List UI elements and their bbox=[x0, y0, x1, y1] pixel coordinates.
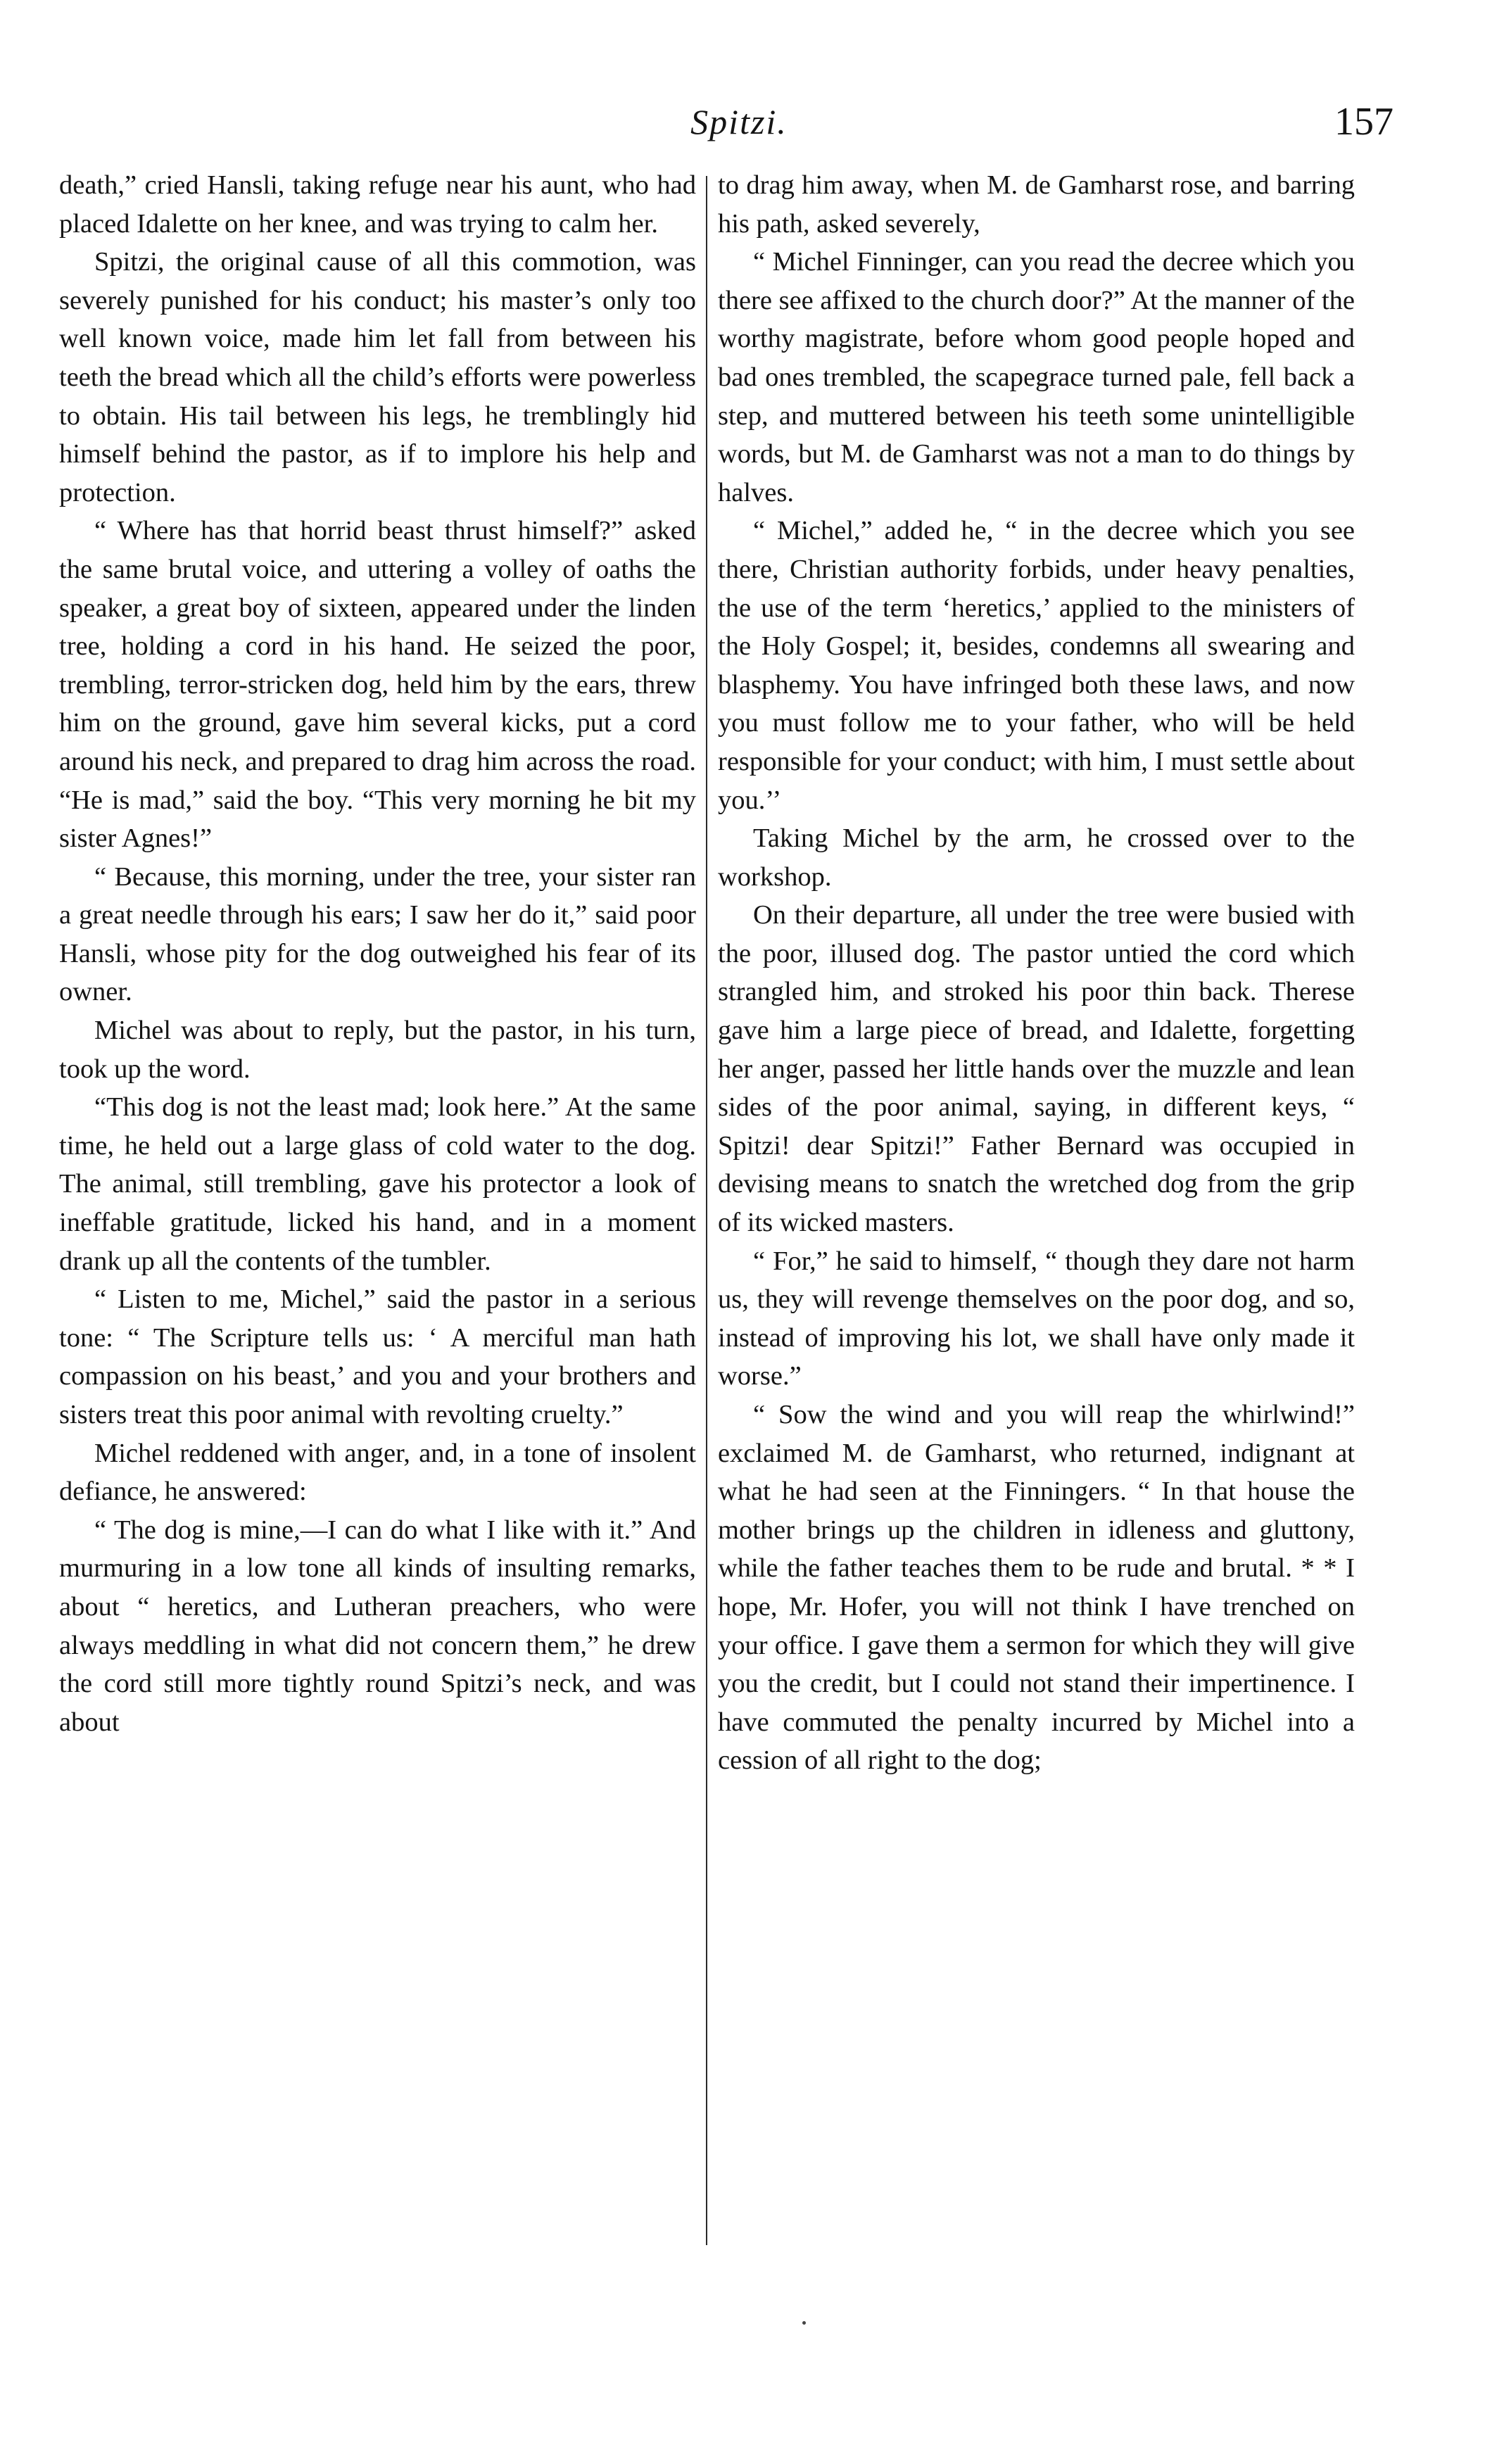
paragraph: to drag him away, when M. de Gamharst rose, and barring his path, asked severely, bbox=[718, 170, 1355, 239]
right-column bbox=[718, 166, 1355, 1780]
paragraph: “ Listen to me, Michel,” said the pastor in a serious tone: “ The Scripture tells us: ‘ A merciful man hath compassion on his beast,’ and you and your brothers and sisters treat this poor animal with revolting cruelty.” bbox=[59, 1284, 696, 1429]
paragraph: “ Because, this morning, under the tree, your sister ran a great needle through his ears; I saw her do it,” said poor Hansli, whose pity for the dog outweighed his fear of its owner. bbox=[59, 861, 696, 1007]
paragraph: Taking Michel by the arm, he crossed over to the workshop. bbox=[718, 823, 1355, 892]
column-divider bbox=[706, 176, 707, 2245]
paragraph: “ Michel Finninger, can you read the decree which you there see affixed to the church door?” At the manner of the worthy magistrate, before whom good people hoped and bad ones trembled, the scapegrace turned pale, fell back a step, and muttered between his teeth some unintelligible words, but M. de Gamharst was not a man to do things by halves. bbox=[718, 247, 1355, 507]
paragraph: Michel reddened with anger, and, in a tone of insolent defiance, he answered: bbox=[59, 1438, 696, 1507]
paragraph: death,” cried Hansli, taking refuge near his aunt, who had placed Idalette on her knee, and was trying to calm her. bbox=[59, 170, 696, 239]
paragraph: On their departure, all under the tree were busied with the poor, illused dog. The pastor untied the cord which strangled him, and stroked his poor thin back. Therese gave him a large piece of bread, and Idalette, forgetting her anger, passed her little hands over the muzzle and lean sides of the poor animal, saying, in different keys, “ Spitzi! dear Spitzi!” Father Bernard was occupied in devising means to snatch the wretched dog from the grip of its wicked masters. bbox=[718, 900, 1355, 1238]
page-number: 157 bbox=[1334, 100, 1394, 144]
page-header bbox=[70, 90, 1408, 153]
ink-speck bbox=[802, 2321, 806, 2325]
running-title: Spitzi. bbox=[690, 102, 788, 141]
paragraph: “This dog is not the least mad; look here.” At the same time, he held out a large glass of cold water to the dog. The animal, still trembling, gave his protector a look of ineffable gratitude, licked his hand, and in a moment drank up all the contents of the tumbler. bbox=[59, 1092, 696, 1276]
paragraph: “ The dog is mine,—I can do what I like with it.” And murmuring in a low tone all kinds of insulting remarks, about “ heretics, and Lutheran preachers, who were always meddling in what did not concern them,” he drew the cord still more tightly round Spitzi’s neck, and was about bbox=[59, 1515, 696, 1737]
paragraph: “ For,” he said to himself, “ though they dare not harm us, they will revenge themselves on the poor dog, and so, instead of improving his lot, we shall have only made it worse.” bbox=[718, 1246, 1355, 1391]
paragraph: “ Where has that horrid beast thrust himself?” asked the same brutal voice, and uttering a volley of oaths the speaker, a great boy of sixteen, appeared under the linden tree, holding a cord in his hand. He seized the poor, trembling, terror-stricken dog, held him by the ears, threw him on the ground, gave him several kicks, put a cord around his neck, and prepared to drag him across the road. “He is mad,” said the boy. “This very morning he bit my sister Agnes!” bbox=[59, 516, 696, 854]
paragraph: “ Sow the wind and you will reap the whirlwind!” exclaimed M. de Gamharst, who returned, indignant at what he had seen at the Finningers. “ In that house the mother brings up the children in idleness and gluttony, while the father teaches them to be rude and brutal. * * I hope, Mr. Hofer, you will not think I have trenched on your office. I gave them a sermon for which they will give you the credit, but I could not stand their impertinence. I have commuted the penalty incurred by Michel into a cession of all right to the dog; bbox=[718, 1400, 1355, 1776]
left-column bbox=[59, 166, 696, 1741]
paragraph: “ Michel,” added he, “ in the decree which you see there, Christian authority forbids, under heavy penalties, the use of the term ‘heretics,’ applied to the ministers of the Holy Gospel; it, besides, condemns all swearing and blasphemy. You have infringed both these laws, and now you must follow me to your father, who will be held responsible for your conduct; with him, I must settle about you.’’ bbox=[718, 516, 1355, 815]
paragraph: Michel was about to reply, but the pastor, in his turn, took up the word. bbox=[59, 1016, 696, 1084]
paragraph: Spitzi, the original cause of all this commotion, was severely punished for his conduct; his master’s only too well known voice, made him let fall from between his teeth the bread which all the child’s efforts were powerless to obtain. His tail between his legs, he tremblingly hid himself behind the pastor, as if to implore his help and protection. bbox=[59, 247, 696, 507]
